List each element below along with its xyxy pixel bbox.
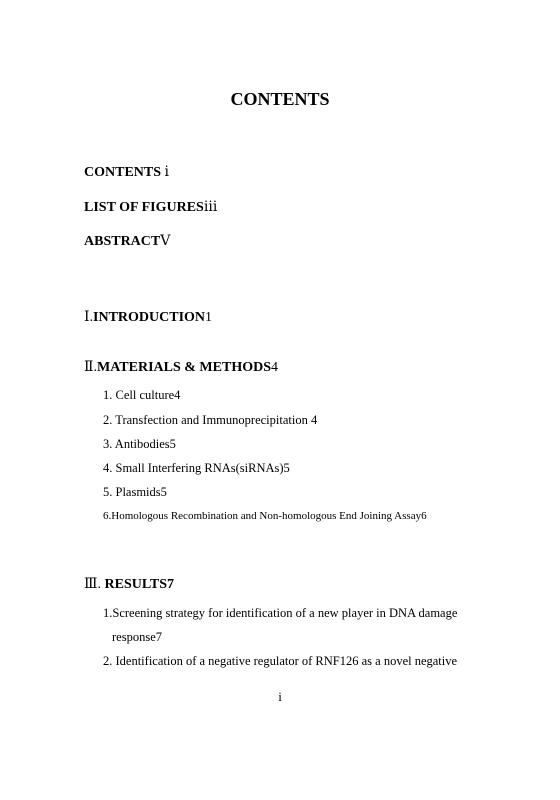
section-label: INTRODUCTION xyxy=(93,310,206,325)
page-number: i xyxy=(278,689,282,704)
toc-entry-contents xyxy=(84,164,169,181)
toc-entry-page: ⅰ xyxy=(164,165,170,180)
toc-subentry: 2. Transfection and Immunoprecipitation 4 xyxy=(103,413,318,427)
toc-entry-abstract xyxy=(84,233,170,250)
toc-entry-page: Ⅴ xyxy=(160,234,171,249)
page-title: CONTENTS xyxy=(230,89,330,109)
toc-subentry: 4. Small Interfering RNAs(siRNAs)5 xyxy=(103,461,290,475)
toc-subentry: 5. Plasmids5 xyxy=(103,485,167,499)
toc-entry-label: ABSTRACT xyxy=(84,234,161,249)
section-page: 7 xyxy=(167,577,175,592)
section-label: MATERIALS & METHODS xyxy=(97,360,271,375)
toc-subentry: 1. Cell culture4 xyxy=(103,388,181,402)
toc-entry-label: CONTENTS xyxy=(84,165,162,180)
toc-entry-label: LIST OF FIGURES xyxy=(84,200,204,215)
section-page: 4 xyxy=(271,360,278,375)
section-label: RESULTS xyxy=(101,577,168,592)
toc-subentry-continued: response7 xyxy=(112,630,162,644)
section-numeral: Ⅰ. xyxy=(84,310,94,325)
toc-section-results xyxy=(84,576,174,593)
section-numeral: Ⅲ. xyxy=(84,577,102,592)
section-numeral: Ⅱ. xyxy=(84,360,98,375)
toc-subentry: 1.Screening strategy for identification of a new player in DNA damage xyxy=(103,606,458,620)
toc-subentry: 3. Antibodies5 xyxy=(103,437,176,451)
toc-entry-page: ⅲ xyxy=(203,200,218,215)
toc-subentry: 2. Identification of a negative regulator of RNF126 as a novel negative xyxy=(103,654,458,668)
toc-section-introduction xyxy=(84,309,212,326)
toc-section-materials-methods xyxy=(84,359,278,376)
toc-subentry: 6.Homologous Recombination and Non-homologous End Joining Assay6 xyxy=(103,510,427,522)
section-page: 1 xyxy=(205,310,213,325)
toc-entry-list-of-figures xyxy=(84,199,217,216)
